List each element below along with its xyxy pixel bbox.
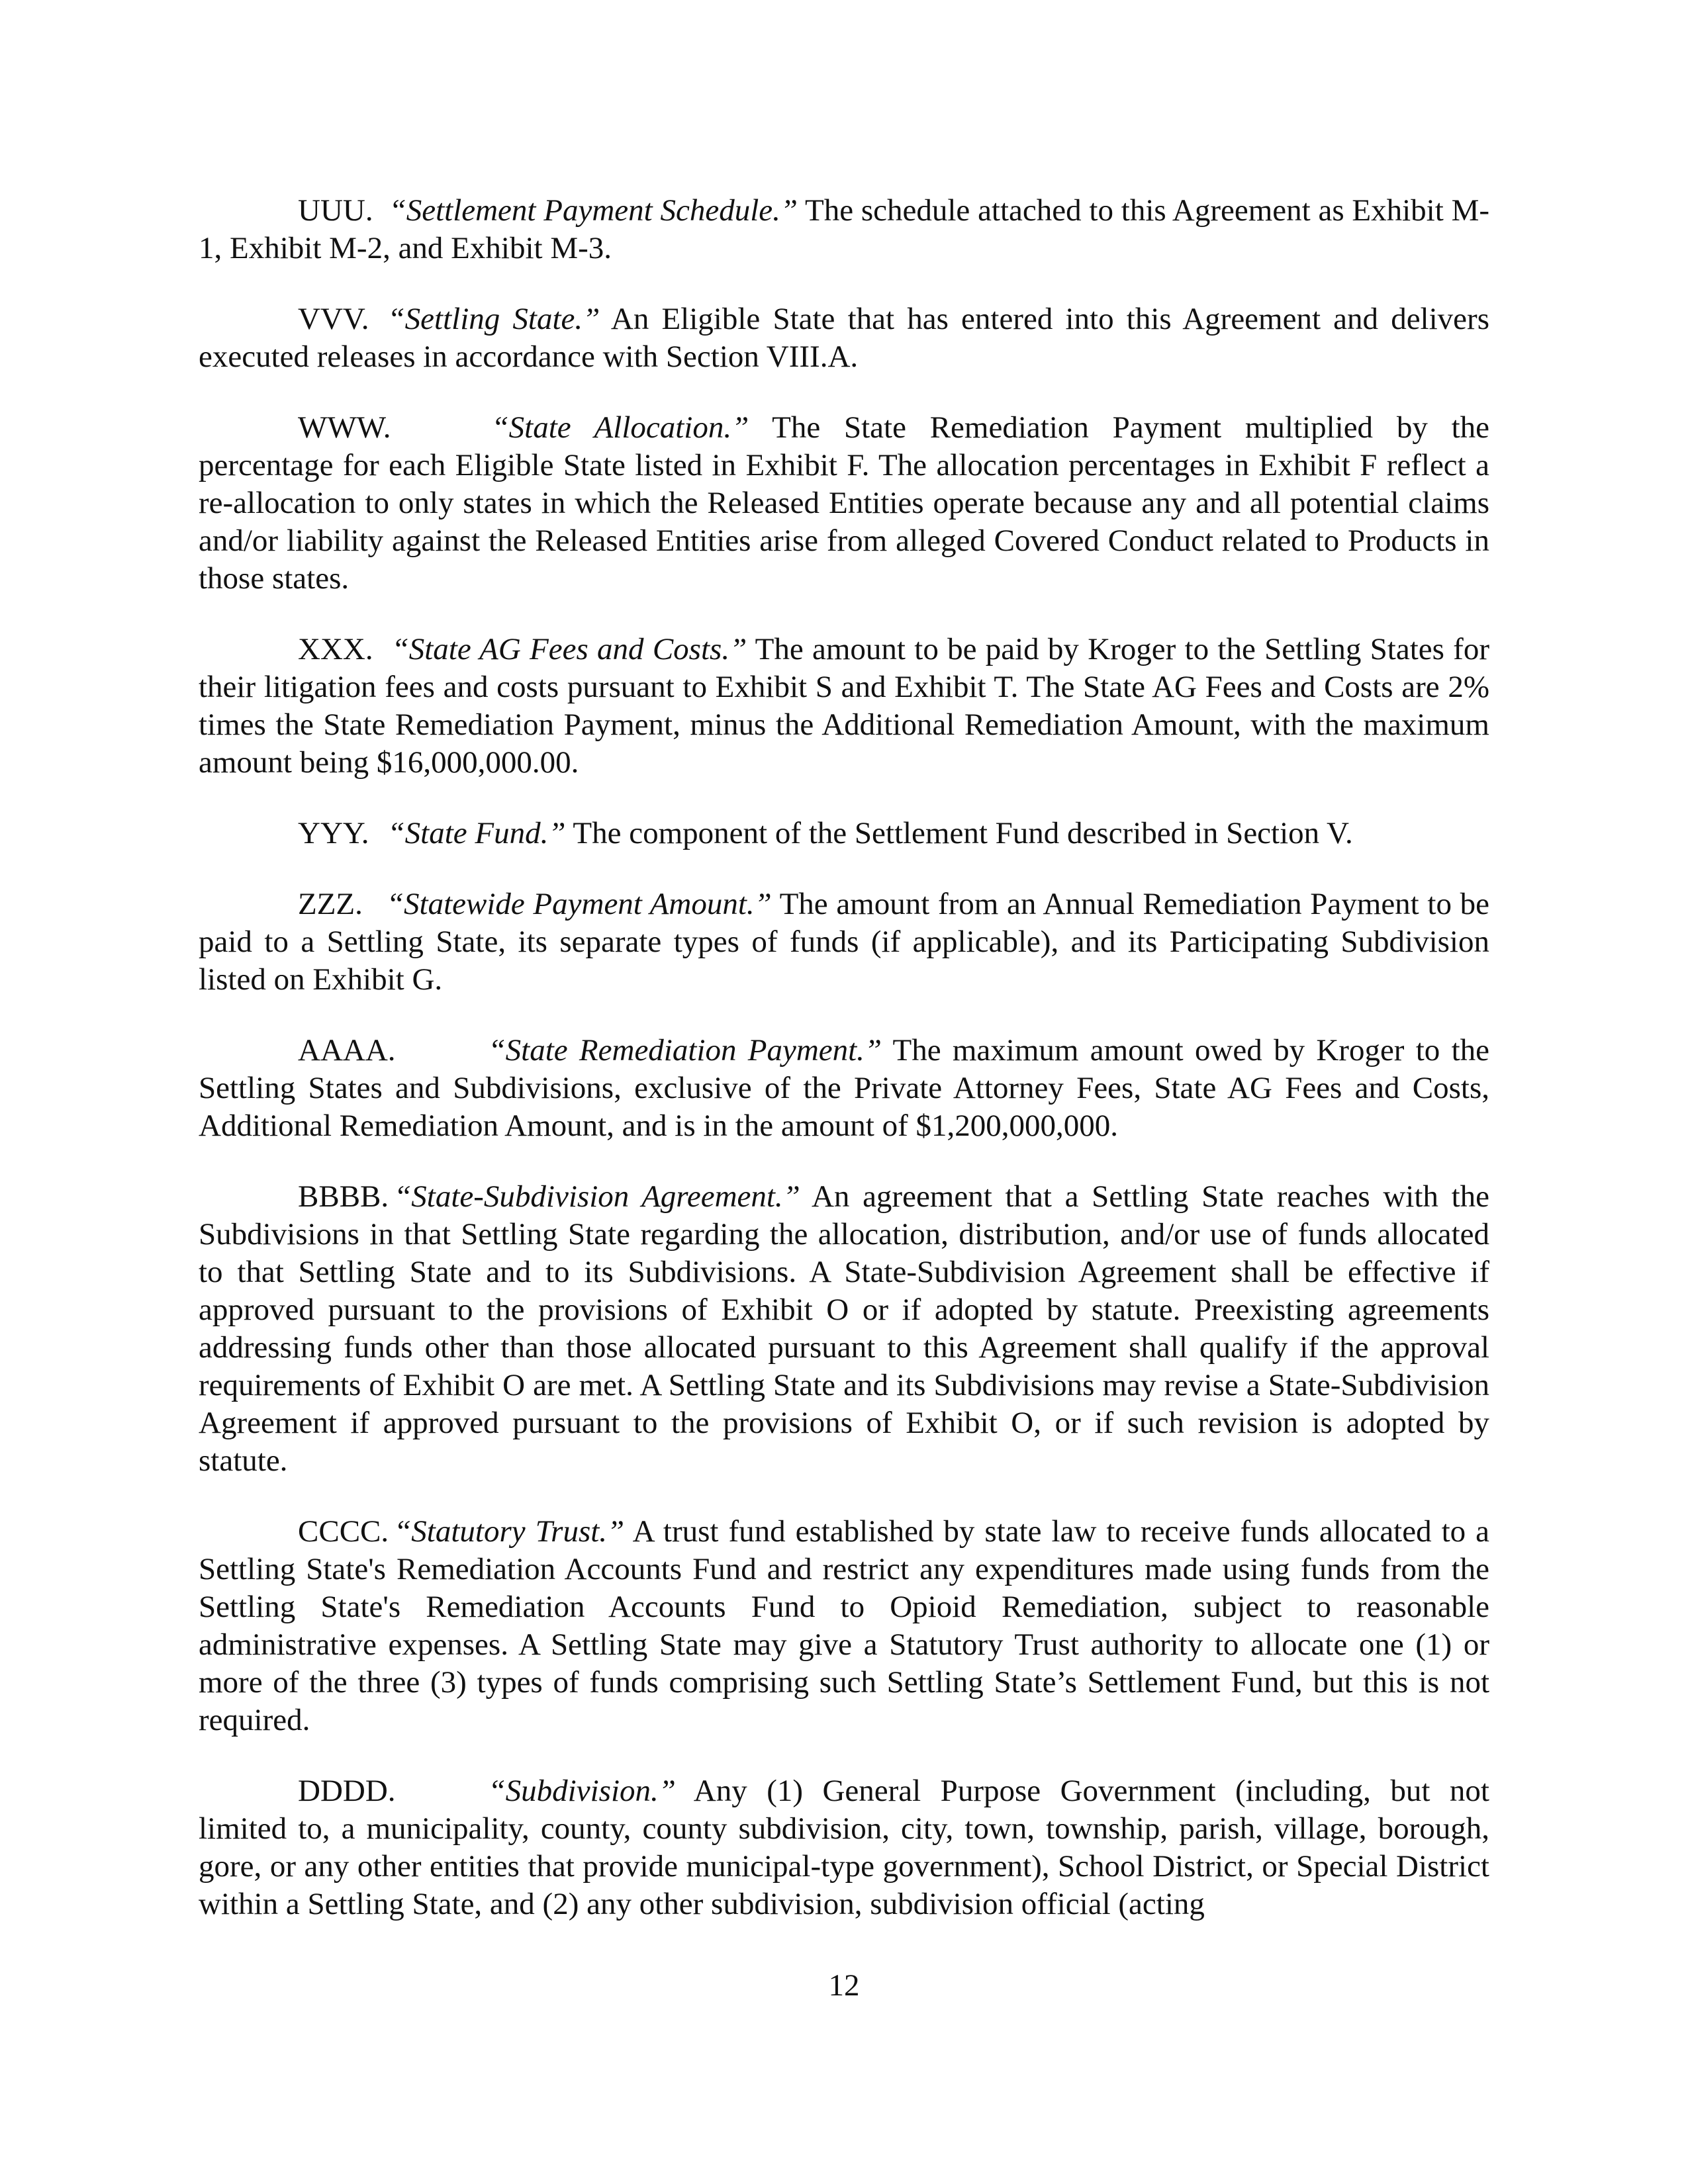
- definition-term: “Subdivision.”: [488, 1774, 676, 1808]
- page-number: 12: [828, 1968, 860, 2003]
- definition-label: WWW.: [298, 410, 391, 445]
- definition-vvv: [199, 300, 1489, 376]
- definition-label: XXX.: [298, 632, 373, 666]
- definition-label: VVV.: [298, 302, 369, 336]
- definition-label: YYY.: [298, 816, 369, 850]
- definition-text: An Eligible State that has entered into this Agreement and delivers executed releases in accordance with Section VIII.A.: [199, 302, 1489, 374]
- definition-term: “State-Subdivision Agreement.”: [394, 1179, 800, 1214]
- definition-text: The amount to be paid by Kroger to the Settling States for their litigation fees and costs pursuant to Exhibit S and Exhibit T. The State AG Fees and Costs are 2% times the State Remediation Payment, minus the Additional Remediation Amount, with the maximum amount being $16,000,000.00.: [199, 632, 1489, 780]
- definition-text: The State Remediation Payment multiplied by the percentage for each Eligible State listed in Exhibit F. The allocation percentages in Exhibit F reflect a re-allocation to only states in which the Released Entities operate because any and all potential claims and/or liability against the Released Entities arise from alleged Covered Conduct related to Products in those states.: [199, 410, 1489, 596]
- definition-text: A trust fund established by state law to receive funds allocated to a Settling State's Remediation Accounts Fund and restrict any expenditures made using funds from the Settling State's Remediation Accounts Fund to Opioid Remediation, subject to reasonable administrative expenses. A Settling State may give a Statutory Trust authority to allocate one (1) or more of the three (3) types of funds comprising such Settling State’s Settlement Fund, but this is not required.: [199, 1514, 1489, 1737]
- definition-label: DDDD.: [298, 1774, 396, 1808]
- document-body: [199, 192, 1489, 1956]
- definition-label: BBBB.: [298, 1179, 389, 1214]
- definition-term: “State Fund.”: [387, 816, 566, 850]
- definition-text: Any (1) General Purpose Government (including, but not limited to, a municipality, county, county subdivision, city, town, township, parish, village, borough, gore, or any other entities that provide municipal-type government), School District, or Special District within a Settling State, and (2) any other subdivision, subdivision official (acting: [199, 1774, 1489, 1921]
- definition-text: The maximum amount owed by Kroger to the Settling States and Subdivisions, exclusive of the Private Attorney Fees, State AG Fees and Costs, Additional Remediation Amount, and is in the amount of $1,200,000,000.: [199, 1033, 1489, 1143]
- definition-label: ZZZ.: [298, 887, 363, 921]
- definition-dddd: [199, 1772, 1489, 1923]
- definition-text: An agreement that a Settling State reaches with the Subdivisions in that Settling State regarding the allocation, distribution, and/or use of funds allocated to that Settling State and to its Subdivisions. A State-Subdivision Agreement shall be effective if approved pursuant to the provisions of Exhibit O or if adopted by statute. Preexisting agreements addressing funds other than those allocated pursuant to this Agreement shall qualify if the approval requirements of Exhibit O are met. A Settling State and its Subdivisions may revise a State-Subdivision Agreement if approved pursuant to the provisions of Exhibit O, or if such revision is adopted by statute.: [199, 1179, 1489, 1478]
- definition-term: “State AG Fees and Costs.”: [391, 632, 747, 666]
- definition-bbbb: [199, 1178, 1489, 1480]
- definition-term: “Settling State.”: [387, 302, 600, 336]
- definition-term: “Statutory Trust.”: [394, 1514, 625, 1549]
- definition-term: “Settlement Payment Schedule.”: [389, 193, 798, 228]
- definition-www: [199, 409, 1489, 598]
- definition-yyy: [199, 815, 1489, 852]
- definition-aaaa: [199, 1032, 1489, 1145]
- definition-label: UUU.: [298, 193, 373, 228]
- definition-zzz: [199, 886, 1489, 999]
- definition-uuu: [199, 192, 1489, 267]
- definition-text: The component of the Settlement Fund described in Section V.: [573, 816, 1353, 850]
- definition-term: “State Allocation.”: [491, 410, 749, 445]
- definition-term: “State Remediation Payment.”: [488, 1033, 882, 1068]
- definition-label: AAAA.: [298, 1033, 396, 1068]
- definition-term: “Statewide Payment Amount.”: [386, 887, 772, 921]
- definition-label: CCCC.: [298, 1514, 389, 1549]
- definition-cccc: [199, 1513, 1489, 1739]
- definition-text: The schedule attached to this Agreement as Exhibit M-1, Exhibit M-2, and Exhibit M-3.: [199, 193, 1490, 265]
- definition-text: The amount from an Annual Remediation Payment to be paid to a Settling State, its separate types of funds (if applicable), and its Participating Subdivision listed on Exhibit G.: [199, 887, 1489, 997]
- definition-xxx: [199, 631, 1489, 782]
